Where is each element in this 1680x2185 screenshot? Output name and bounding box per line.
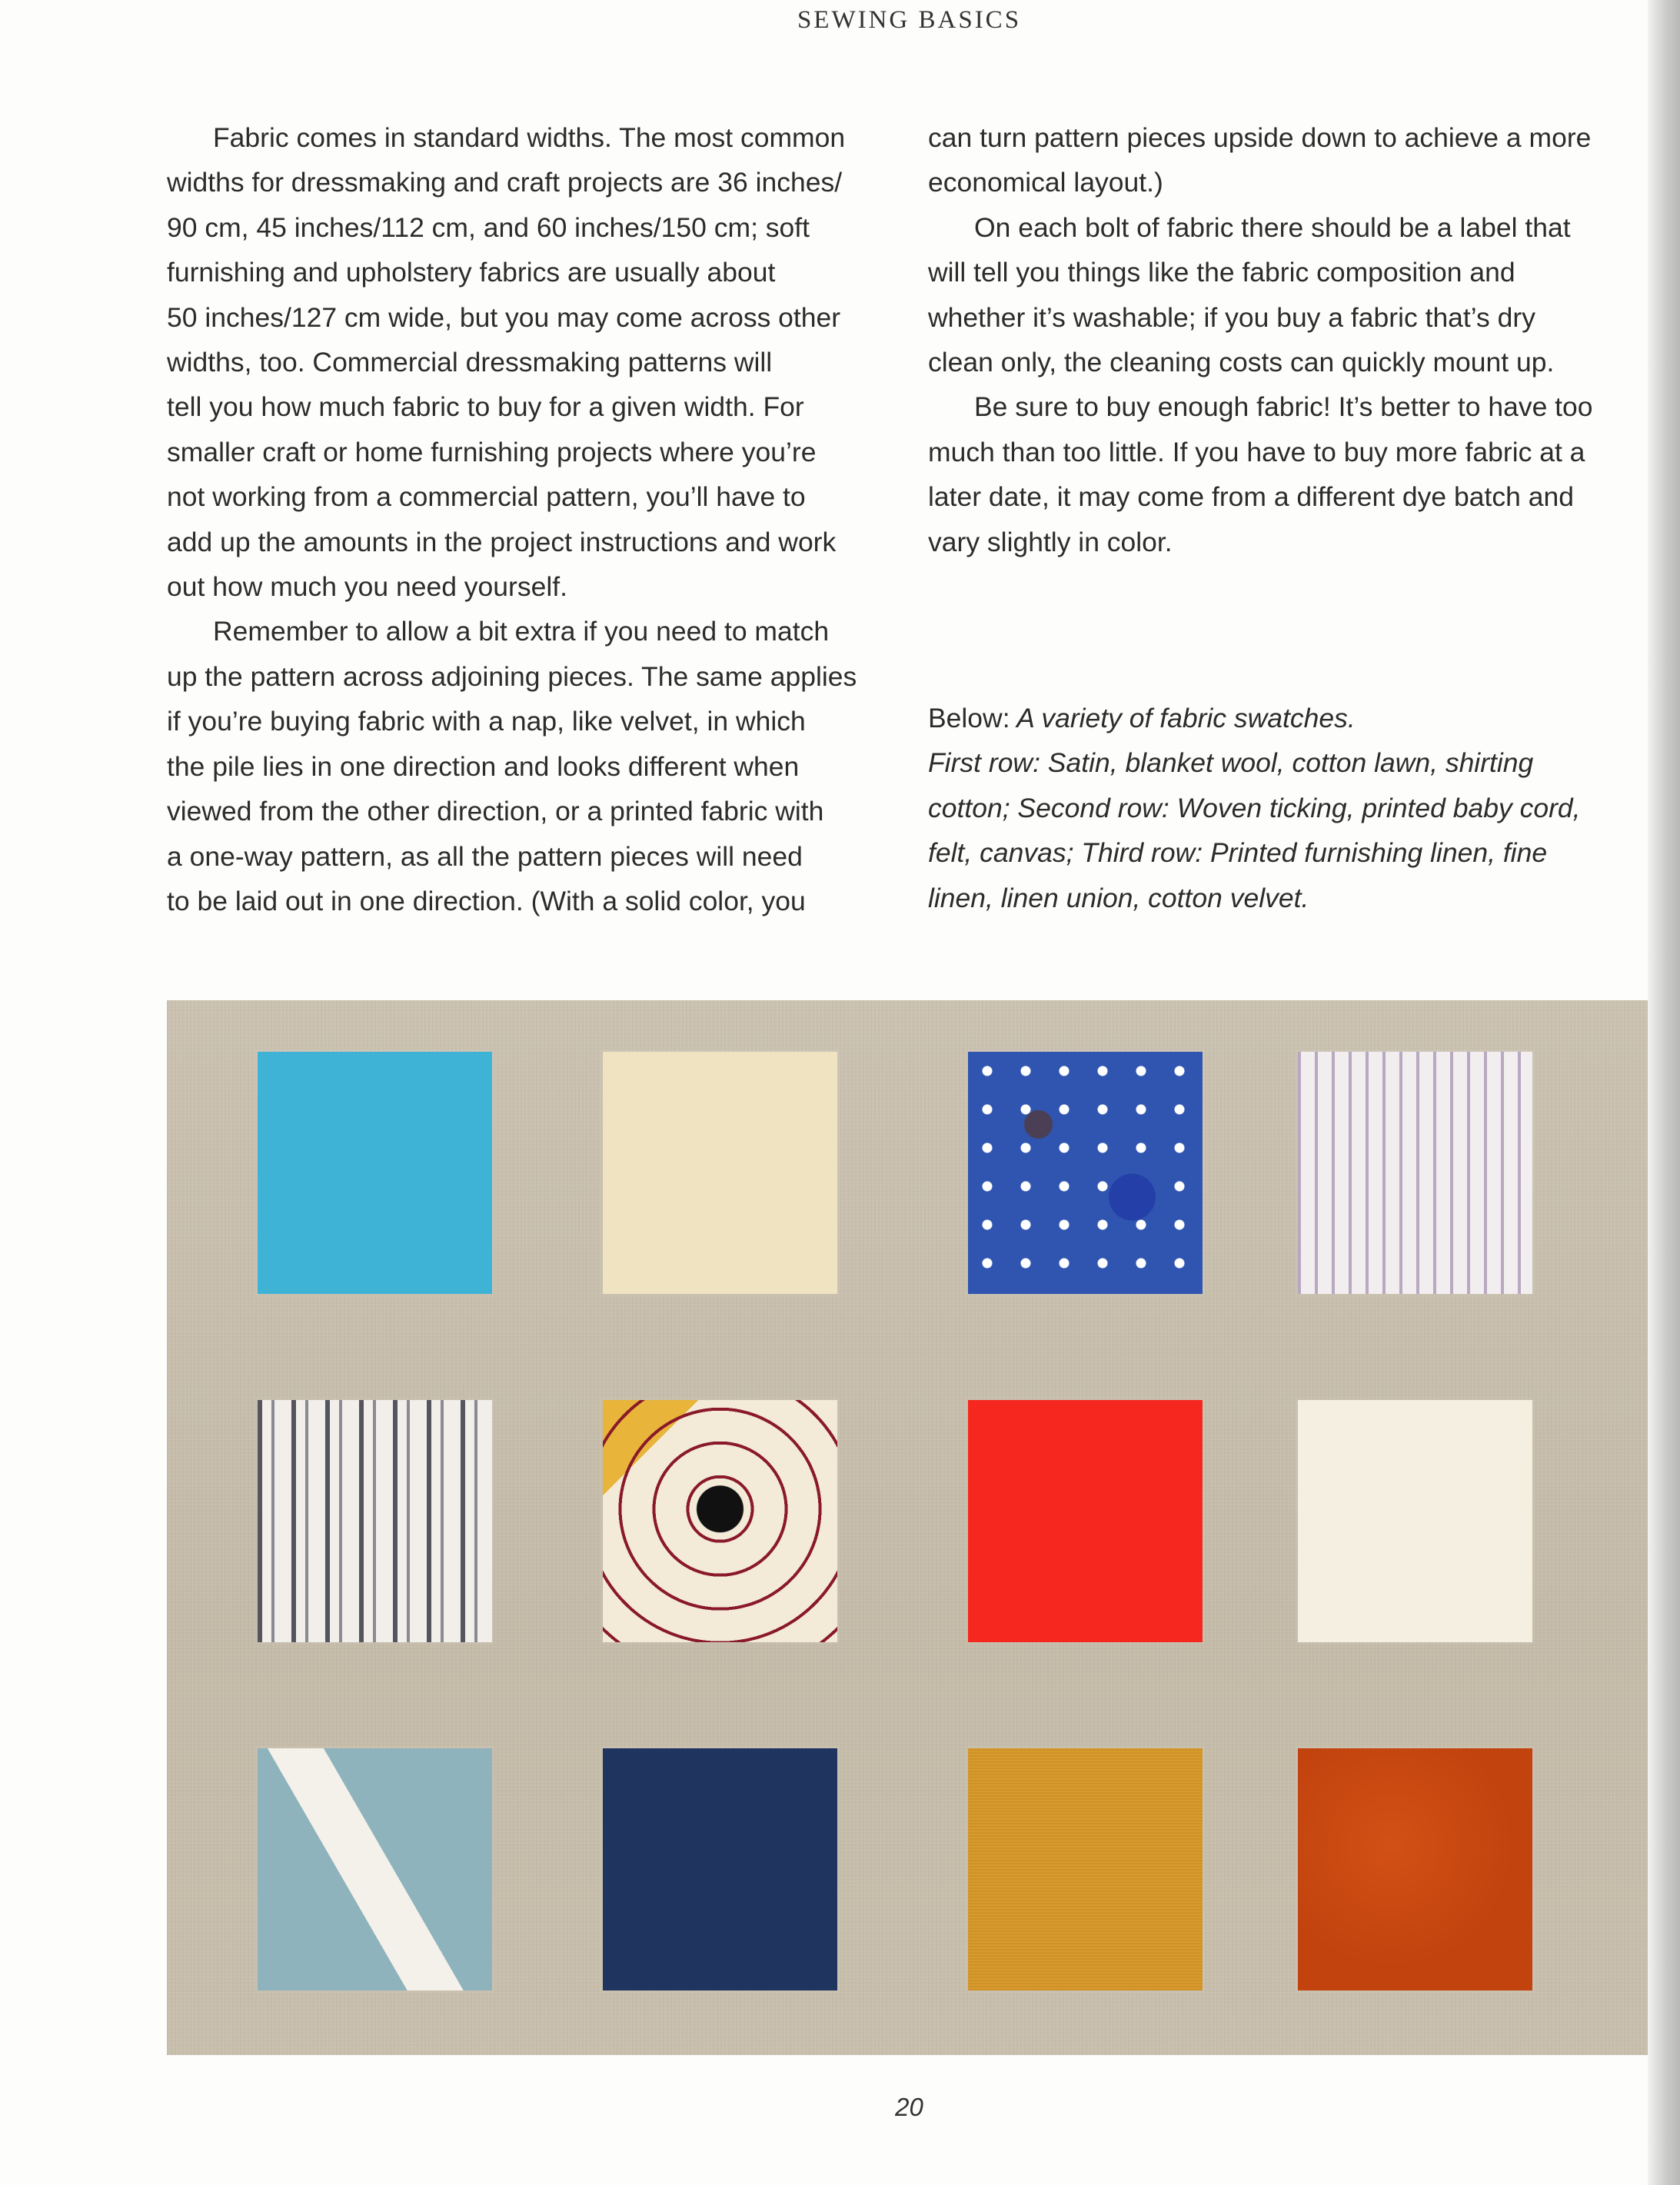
text-line: can turn pattern pieces upside down to achieve a more <box>928 122 1592 153</box>
swatch-canvas <box>1298 1400 1532 1642</box>
text-line: up the pattern across adjoining pieces. The same applies <box>167 660 857 692</box>
caption-line: cotton; Second row: Woven ticking, printed baby cord, <box>928 792 1581 823</box>
swatch-printed-furnishing-linen <box>258 1748 492 1990</box>
text-line: Be sure to buy enough fabric! It’s better to have too <box>974 391 1593 423</box>
page-number: 20 <box>895 2093 923 2121</box>
text-line: to be laid out in one direction. (With a solid color, you <box>167 885 806 916</box>
page-edge-shadow <box>1648 0 1680 2185</box>
text-line: whether it’s washable; if you buy a fabric that’s dry <box>928 301 1535 333</box>
swatch-fine-linen <box>603 1748 837 1990</box>
swatch-satin <box>258 1052 492 1294</box>
swatch-shirting-cotton <box>1298 1052 1532 1294</box>
text-line: much than too little. If you have to buy more fabric at a <box>928 436 1585 467</box>
caption-text: A variety of fabric swatches. <box>1010 703 1356 733</box>
text-line: widths for dressmaking and craft projects are 36 inches/ <box>167 167 843 198</box>
text-line: Remember to allow a bit extra if you need to match <box>213 616 830 647</box>
text-line: a one-way pattern, as all the pattern pieces will need <box>167 840 803 872</box>
text-line: will tell you things like the fabric composition and <box>928 257 1515 288</box>
text-line: Fabric comes in standard widths. The most common <box>213 122 846 153</box>
figure-caption <box>928 696 1635 920</box>
caption-label: Below: <box>928 703 1010 733</box>
fabric-swatches-photo <box>167 1000 1648 2055</box>
text-line: viewed from the other direction, or a printed fabric with <box>167 796 824 827</box>
text-line: not working from a commercial pattern, you’ll have to <box>167 481 806 513</box>
left-column <box>167 115 897 923</box>
swatch-woven-ticking <box>258 1400 492 1642</box>
swatch-printed-baby-cord <box>603 1400 837 1642</box>
text-line: On each bolt of fabric there should be a label that <box>974 211 1571 243</box>
swatch-cotton-velvet <box>1298 1748 1532 1990</box>
text-line: the pile lies in one direction and looks different when <box>167 750 800 782</box>
caption-line: felt, canvas; Third row: Printed furnishing linen, fine <box>928 837 1548 869</box>
text-line: if you’re buying fabric with a nap, like velvet, in which <box>167 706 806 737</box>
running-header: SEWING BASICS <box>797 6 1022 34</box>
swatch-felt <box>968 1400 1203 1642</box>
text-line: 50 inches/127 cm wide, but you may come across other <box>167 301 841 333</box>
text-line: 90 cm, 45 inches/112 cm, and 60 inches/150 cm; soft <box>167 211 810 243</box>
text-line: out how much you need yourself. <box>167 571 567 603</box>
text-line: furnishing and upholstery fabrics are usually about <box>167 257 776 288</box>
swatch-linen-union <box>968 1748 1203 1990</box>
text-line: add up the amounts in the project instructions and work <box>167 526 837 557</box>
swatch-blanket-wool <box>603 1052 837 1294</box>
caption-line <box>928 696 1635 740</box>
text-line: tell you how much fabric to buy for a given width. For <box>167 391 804 423</box>
text-line: clean only, the cleaning costs can quickly mount up. <box>928 347 1555 378</box>
text-line: vary slightly in color. <box>928 526 1173 557</box>
text-line: later date, it may come from a different dye batch and <box>928 481 1574 513</box>
text-line: widths, too. Commercial dressmaking patterns will <box>167 347 773 378</box>
caption-line: First row: Satin, blanket wool, cotton lawn, shirting <box>928 747 1534 779</box>
swatch-cotton-lawn <box>968 1052 1203 1294</box>
caption-line: linen, linen union, cotton velvet. <box>928 882 1309 913</box>
text-line: economical layout.) <box>928 167 1163 198</box>
text-line: smaller craft or home furnishing projects where you’re <box>167 436 817 467</box>
right-column <box>928 115 1635 564</box>
